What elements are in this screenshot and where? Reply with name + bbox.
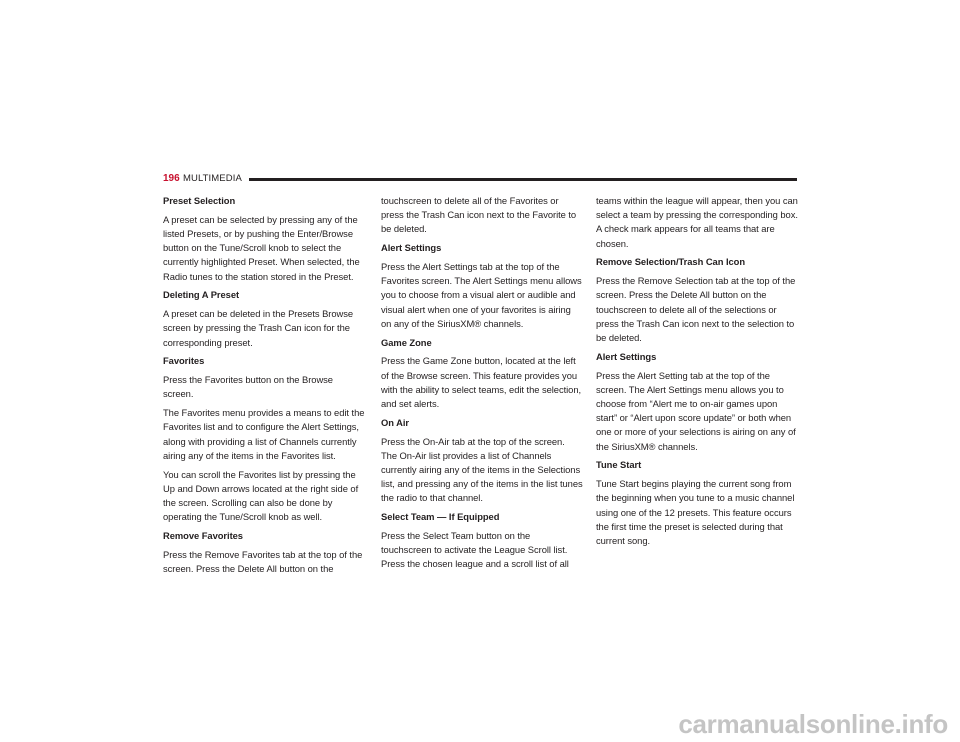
section-heading: Preset Selection <box>163 195 236 206</box>
text-column-1 <box>163 194 365 581</box>
body-paragraph: A preset can be selected by pressing any of the listed Presets, or by pushing the Enter/Browse button on the Tune/Scroll knob to select the currently highlighted Preset. When selected, the Radio tunes to the station stored in the Preset. <box>163 213 360 282</box>
body-paragraph: Press the On-Air tab at the top of the screen. The On-Air list provides a list of Channels currently airing any of the items in the Selections list, and pressing any of the items in the list tunes the radio to that channel. <box>381 435 583 504</box>
header-rule <box>249 178 797 181</box>
section-heading: Remove Selection/Trash Can Icon <box>596 256 746 268</box>
body-paragraph: teams within the league will appear, then you can select a team by pressing the corresponding box. A check mark appears for all teams that are chosen. <box>596 195 798 249</box>
section-heading: Remove Favorites <box>163 530 243 542</box>
section-heading: Select Team — If Equipped <box>381 511 500 523</box>
text-column-2 <box>381 194 583 576</box>
page-header <box>163 172 797 186</box>
body-paragraph: Tune Start begins playing the current song from the beginning when you tune to a music channel using one of the 12 presets. This feature occurs the first time the preset is selected during that current song. <box>596 478 795 547</box>
body-paragraph: Press the Game Zone button, located at the left of the Browse screen. This feature provides you with the ability to select teams, edit the selection, and set alerts. <box>381 355 582 410</box>
body-paragraph: Press the Favorites button on the Browse screen. <box>163 374 333 400</box>
section-heading: Game Zone <box>381 336 432 348</box>
body-paragraph: Press the Select Team button on the touchscreen to activate the League Scroll list. Press the chosen league and a scroll list of all <box>381 530 569 570</box>
page-number: 196 <box>163 173 180 184</box>
body-paragraph: You can scroll the Favorites list by pressing the Up and Down arrows located at the right side of the screen. Scrolling can also be done by operating the Tune/Scroll knob as well. <box>163 468 359 523</box>
section-title: MULTIMEDIA <box>183 173 242 184</box>
section-heading: Alert Settings <box>596 350 657 362</box>
section-heading: Deleting A Preset <box>163 289 240 301</box>
body-paragraph: Press the Alert Setting tab at the top of the screen. The Alert Settings menu allows you to choose from “Alert me to on-air games upon start” or “Alert upon score update” or both when one or more of your selections is airing on any of the SiriusXM® channels. <box>596 369 796 452</box>
body-paragraph: touchscreen to delete all of the Favorites or press the Trash Can icon next to the Favorite to be deleted. <box>381 195 577 235</box>
body-paragraph: A preset can be deleted in the Presets Browse screen by pressing the Trash Can icon for the corresponding preset. <box>163 308 354 348</box>
body-paragraph: Press the Remove Favorites tab at the top of the screen. Press the Delete All button on the <box>163 548 363 575</box>
body-paragraph: The Favorites menu provides a means to edit the Favorites list and to configure the Alert Settings, along with providing a list of Channels currently airing any of the items in the Favorites list. <box>163 407 365 461</box>
watermark[interactable]: carmanualsonline.info <box>678 709 948 739</box>
section-heading: Alert Settings <box>381 242 442 254</box>
section-heading: Favorites <box>163 355 205 367</box>
body-paragraph: Press the Alert Settings tab at the top of the Favorites screen. The Alert Settings menu allows you to choose from a visual alert or audible and visual alert when one of your favorites is airing on any of the SiriusXM® channels. <box>381 261 582 329</box>
text-column-3 <box>596 194 798 553</box>
section-heading: Tune Start <box>596 459 642 471</box>
body-paragraph: Press the Remove Selection tab at the top of the screen. Press the Delete All button on the touchscreen to delete all of the selections or press the Trash Can icon next to the selection to be deleted. <box>596 275 796 344</box>
section-heading: On Air <box>381 416 409 428</box>
